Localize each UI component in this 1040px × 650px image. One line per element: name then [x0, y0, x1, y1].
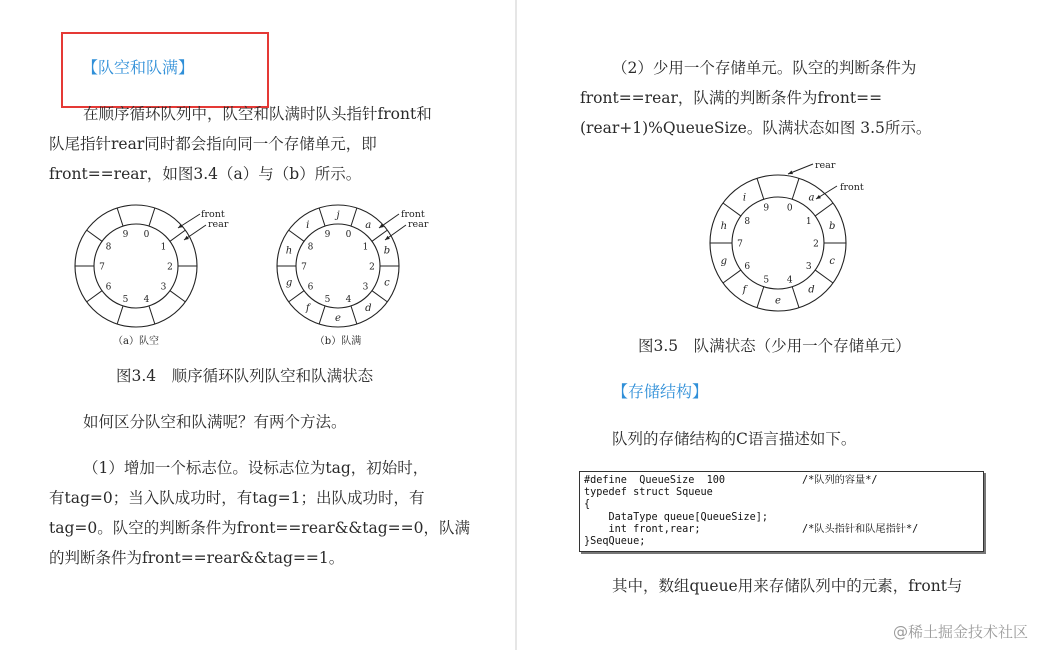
- slot-element: g: [720, 256, 727, 268]
- slot-divider: [351, 208, 357, 226]
- sub-caption: （a）队空: [113, 336, 159, 347]
- slot-element: e: [775, 295, 781, 307]
- paragraph-line: 的判断条件为front==rear&&tag==1。: [49, 549, 345, 567]
- slot-divider: [757, 178, 764, 199]
- paragraph: 队列的存储结构的C语言描述如下。: [612, 430, 857, 448]
- slot-divider: [815, 270, 833, 283]
- slot-index: 0: [143, 230, 150, 241]
- paragraph-line: 在顺序循环队列中，队空和队满时队头指针front和: [83, 105, 432, 123]
- slot-index: 9: [324, 230, 331, 241]
- paragraph-line: tag=0。队空的判断条件为front==rear&&tag==0，队满: [49, 519, 470, 537]
- ring-inner: [296, 224, 380, 308]
- code-text: }SeqQueue;: [584, 535, 646, 547]
- slot-index: 8: [744, 217, 751, 228]
- slot-divider: [319, 208, 325, 226]
- code-line: [584, 512, 979, 524]
- slot-index: 5: [324, 294, 331, 305]
- slot-element: d: [808, 284, 815, 296]
- slot-element: f: [742, 284, 747, 296]
- arrow-head: [184, 236, 189, 240]
- code-text: int front,rear;: [584, 523, 701, 535]
- code-text: #define QueueSize 100: [584, 475, 726, 486]
- slot-index: 9: [763, 203, 770, 214]
- slot-index: 4: [143, 294, 150, 305]
- slot-index: 3: [362, 282, 369, 293]
- queue-diagram-full-reserved: [695, 155, 875, 317]
- slot-index: 5: [122, 294, 129, 305]
- paragraph-line: front==rear，队满的判断条件为front==: [580, 89, 883, 107]
- arrow-head: [788, 170, 793, 174]
- queue-diagram-empty: [60, 198, 229, 350]
- paragraph-line: （1）增加一个标志位。设标志位为tag，初始时，: [83, 459, 429, 477]
- section-heading-storage: 【存储结构】: [612, 382, 709, 401]
- paragraph: 如何区分队空和队满呢？有两个方法。: [83, 413, 347, 431]
- slot-index: 2: [813, 239, 819, 250]
- watermark: @稀土掘金技术社区: [892, 623, 1028, 641]
- pointer-label: front: [840, 182, 864, 193]
- slot-divider: [723, 203, 741, 216]
- slot-divider: [117, 306, 123, 324]
- slot-divider: [149, 306, 155, 324]
- code-text: typedef struct Squeue: [584, 487, 713, 499]
- slot-element: c: [384, 277, 390, 289]
- slot-divider: [792, 178, 799, 199]
- slot-index: 8: [105, 242, 112, 253]
- slot-divider: [757, 287, 764, 308]
- queue-diagram-full: [258, 198, 428, 350]
- slot-divider: [289, 230, 304, 241]
- figure-caption: 图3.5 队满状态（少用一个存储单元）: [638, 337, 911, 355]
- pointer-label: front: [401, 209, 425, 220]
- slot-index: 7: [301, 262, 307, 273]
- code-block: [579, 471, 984, 552]
- slot-index: 8: [307, 242, 314, 253]
- figure-caption: 图3.4 顺序循环队列队空和队满状态: [116, 367, 374, 385]
- slot-index: 3: [160, 282, 167, 293]
- slot-element: b: [829, 220, 836, 232]
- paragraph-line: 有tag=0；当入队成功时，有tag=1；出队成功时，有: [49, 489, 425, 507]
- slot-element: e: [335, 313, 341, 324]
- slot-divider: [792, 287, 799, 308]
- paragraph-line: 其中，数组queue用来存储队列中的元素，front与: [612, 577, 963, 595]
- slot-divider: [289, 291, 304, 302]
- slot-element: a: [365, 219, 372, 231]
- slot-index: 7: [99, 262, 105, 273]
- slot-divider: [723, 270, 741, 283]
- slot-index: 0: [786, 203, 793, 214]
- slot-element: g: [285, 277, 293, 289]
- slot-index: 2: [369, 262, 375, 273]
- slot-divider: [319, 306, 325, 324]
- pointer-label: rear: [408, 219, 429, 230]
- slot-divider: [117, 208, 123, 226]
- sub-caption: （b）队满: [314, 336, 362, 347]
- slot-index: 1: [160, 242, 167, 253]
- slot-index: 6: [744, 261, 751, 272]
- pointer-label: rear: [815, 160, 836, 171]
- slot-element: h: [720, 220, 728, 232]
- code-line: [584, 524, 979, 536]
- slot-divider: [351, 306, 357, 324]
- slot-index: 6: [105, 282, 112, 293]
- slot-element: b: [383, 245, 391, 257]
- slot-index: 5: [763, 275, 770, 286]
- slot-divider: [815, 203, 833, 216]
- slot-index: 7: [737, 239, 743, 250]
- slot-index: 2: [167, 262, 173, 273]
- slot-index: 1: [362, 242, 369, 253]
- slot-divider: [149, 208, 155, 226]
- slot-index: 6: [307, 282, 314, 293]
- paragraph-line: (rear+1)%QueueSize。队满状态如图 3.5所示。: [580, 119, 932, 137]
- code-comment: /*队头指针和队尾指针*/: [802, 523, 919, 535]
- code-line: [584, 499, 979, 511]
- slot-element: c: [829, 256, 836, 268]
- paragraph-line: front==rear，如图3.4（a）与（b）所示。: [49, 165, 362, 183]
- code-comment: /*队列的容量*/: [802, 475, 878, 486]
- slot-divider: [170, 291, 185, 302]
- slot-divider: [87, 291, 102, 302]
- slot-divider: [87, 230, 102, 241]
- slot-element: f: [305, 303, 310, 315]
- slot-index: 9: [122, 230, 129, 241]
- arrow-head: [385, 236, 390, 240]
- code-text: DataType queue[QueueSize];: [584, 511, 769, 523]
- slot-element: h: [285, 245, 293, 257]
- annotation-highlight-box: [61, 32, 269, 108]
- code-line: [584, 536, 979, 548]
- slot-index: 0: [345, 230, 352, 241]
- slot-element: i: [306, 219, 310, 231]
- slot-index: 4: [345, 294, 352, 305]
- paragraph-line: 队尾指针rear同时都会指向同一个存储单元，即: [49, 135, 377, 153]
- paragraph-line: （2）少用一个存储单元。队空的判断条件为: [612, 59, 917, 77]
- slot-divider: [372, 291, 387, 302]
- slot-element: j: [336, 210, 340, 221]
- slot-element: a: [808, 192, 815, 204]
- section-heading-empty-full: 【队空和队满】: [82, 58, 195, 77]
- slot-element: i: [742, 192, 747, 204]
- ring-inner: [732, 197, 824, 289]
- pointer-label: front: [201, 209, 225, 220]
- slot-index: 4: [786, 275, 793, 286]
- slot-element: d: [365, 303, 372, 315]
- code-line: [584, 475, 979, 487]
- code-line: [584, 487, 979, 499]
- ring-inner: [94, 224, 178, 308]
- code-text: {: [584, 499, 591, 511]
- slot-index: 3: [805, 261, 812, 272]
- slot-index: 1: [805, 217, 812, 228]
- pointer-label: rear: [208, 219, 229, 230]
- slot-divider: [170, 230, 185, 241]
